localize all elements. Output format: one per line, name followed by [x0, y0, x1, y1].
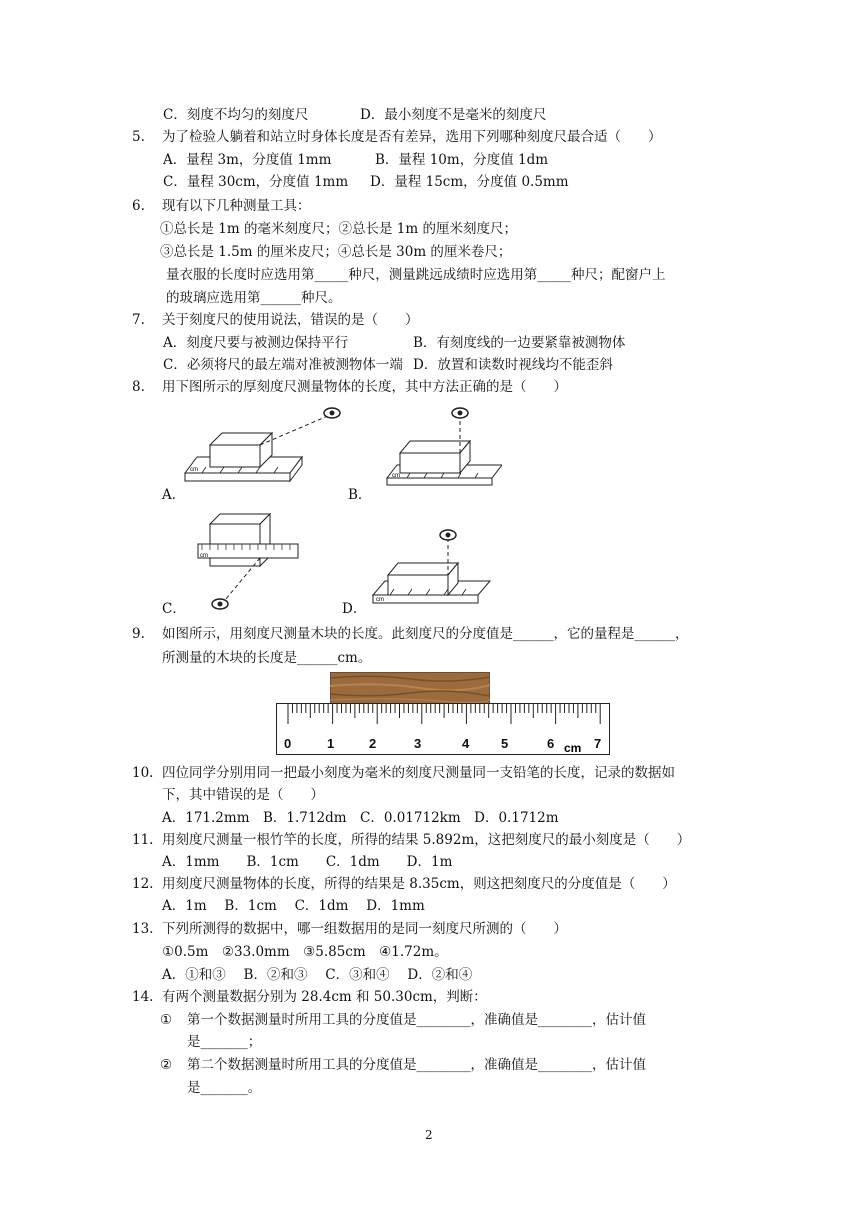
figure-c-cm-label: cm	[200, 553, 208, 559]
q12-number: 12.	[132, 876, 154, 892]
ruler-label-7: 7	[594, 736, 602, 751]
q7-option-c: C．必须将尺的最左端对准被测物体一端	[163, 357, 403, 373]
q6-number: 6.	[132, 198, 145, 214]
q5-option-c: C．量程 30cm，分度值 1mm	[163, 174, 349, 190]
ruler-label-3: 3	[414, 736, 422, 751]
q9-number: 9.	[132, 626, 145, 642]
q12-stem: 用刻度尺测量物体的长度，所得的结果是 8.35cm，则这把刻度尺的分度值是（ ）	[162, 876, 676, 892]
q13-number: 13.	[132, 921, 154, 937]
q8-label-d: D．	[342, 601, 367, 617]
q7-option-b: B．有刻度线的一边要紧靠被测物体	[413, 335, 626, 351]
q7-option-a: A．刻度尺要与被测边保持平行	[163, 335, 349, 351]
ruler-label-0: 0	[284, 736, 292, 751]
q14-stem: 有两个测量数据分别为 28.4cm 和 50.30cm，判断：	[162, 989, 487, 1005]
q8-label-b: B．	[348, 487, 372, 503]
q6-line-4: 的玻璃应选用第______种尺。	[166, 290, 342, 306]
q11-number: 11.	[132, 832, 154, 848]
ruler-label-2: 2	[369, 736, 377, 751]
ruler-unit: cm	[564, 741, 582, 755]
figure-b-cm-label: cm	[392, 473, 400, 479]
q5-number: 5.	[132, 129, 145, 145]
figure-d-cm-label: cm	[376, 597, 384, 603]
q10-line-2: 下，其中错误的是（ ）	[162, 787, 324, 803]
q14-sub2-line-2: 是_______。	[187, 1080, 262, 1096]
q8-label-c: C．	[162, 601, 186, 617]
q7-stem: 关于刻度尺的使用说法，错误的是（ ）	[162, 312, 419, 328]
q10-options: A．171.2mm B．1.712dm C．0.01712km D．0.1712m	[162, 810, 559, 826]
q5-option-b: B．量程 10m，分度值 1dm	[375, 152, 549, 168]
ruler	[276, 703, 610, 755]
q11-options: A．1mm B．1cm C．1dm D．1m	[162, 854, 453, 870]
q8-number: 8.	[132, 379, 145, 395]
ruler-label-6: 6	[547, 736, 555, 751]
q14-sub2-mark: ②	[160, 1057, 173, 1073]
page-number: 2	[425, 1128, 433, 1142]
q11-stem: 用刻度尺测量一根竹竿的长度，所得的结果 5.892m，这把刻度尺的最小刻度是（ ）	[162, 832, 691, 848]
q6-line-1: ①总长是 1m 的毫米刻度尺；②总长是 1m 的厘米刻度尺；	[160, 221, 517, 237]
q7-number: 7.	[132, 312, 145, 328]
figure-a	[180, 403, 355, 498]
q4-option-c: C．刻度不均匀的刻度尺	[163, 107, 309, 123]
q8-label-a: A．	[162, 487, 186, 503]
q9-line-1: 如图所示，用刻度尺测量木块的长度。此刻度尺的分度值是______，它的量程是______，	[162, 626, 689, 642]
q14-sub1-line-2: 是_______；	[187, 1034, 262, 1050]
q14-number: 14.	[132, 989, 154, 1005]
q13-items: ①0.5m ②33.0mm ③5.85cm ④1.72m。	[162, 944, 448, 960]
q13-stem: 下列所测得的数据中，哪一组数据用的是同一刻度尺所测的（ ）	[162, 921, 567, 937]
ruler-label-1: 1	[327, 736, 335, 751]
wood-block	[330, 672, 490, 704]
q8-stem: 用下图所示的厚刻度尺测量物体的长度，其中方法正确的是（ ）	[162, 379, 567, 395]
q5-option-d: D．量程 15cm，分度值 0.5mm	[370, 174, 569, 190]
q12-options: A．1m B．1cm C．1dm D．1mm	[162, 898, 425, 914]
q14-sub2-line: 第二个数据测量时所用工具的分度值是________，准确值是________，估计值	[187, 1057, 646, 1073]
ruler-label-4: 4	[462, 736, 470, 751]
q4-option-d: D．最小刻度不是毫米的刻度尺	[360, 107, 547, 123]
q5-option-a: A．量程 3m，分度值 1mm	[163, 152, 332, 168]
q6-stem: 现有以下几种测量工具：	[162, 198, 311, 214]
q7-option-d: D．放置和读数时视线均不能歪斜	[413, 357, 613, 373]
figure-a-cm-label: cm	[190, 467, 198, 473]
q10-line-1: 四位同学分别用同一把最小刻度为毫米的刻度尺测量同一支铅笔的长度，记录的数据如	[162, 765, 675, 781]
figure-d	[368, 525, 503, 610]
q14-sub1-line: 第一个数据测量时所用工具的分度值是________，准确值是________，估计值	[187, 1012, 646, 1028]
q9-line-2: 所测量的木块的长度是______cm。	[162, 650, 372, 666]
q6-line-3: 量衣服的长度时应选用第_____种尺，测量跳远成绩时应选用第_____种尺；配窗户上	[166, 267, 666, 283]
q5-stem: 为了检验人躺着和站立时身体长度是否有差异，选用下列哪种刻度尺最合适（ ）	[162, 129, 662, 145]
figure-b	[372, 403, 502, 498]
q13-options: A．①和③ B．②和③ C．③和④ D．②和④	[162, 967, 473, 983]
q10-number: 10.	[132, 765, 154, 781]
q14-sub1-mark: ①	[160, 1012, 173, 1028]
q6-line-2: ③总长是 1.5m 的厘米皮尺；④总长是 30m 的厘米卷尺；	[160, 244, 512, 260]
ruler-label-5: 5	[501, 736, 509, 751]
figure-c	[190, 512, 305, 612]
